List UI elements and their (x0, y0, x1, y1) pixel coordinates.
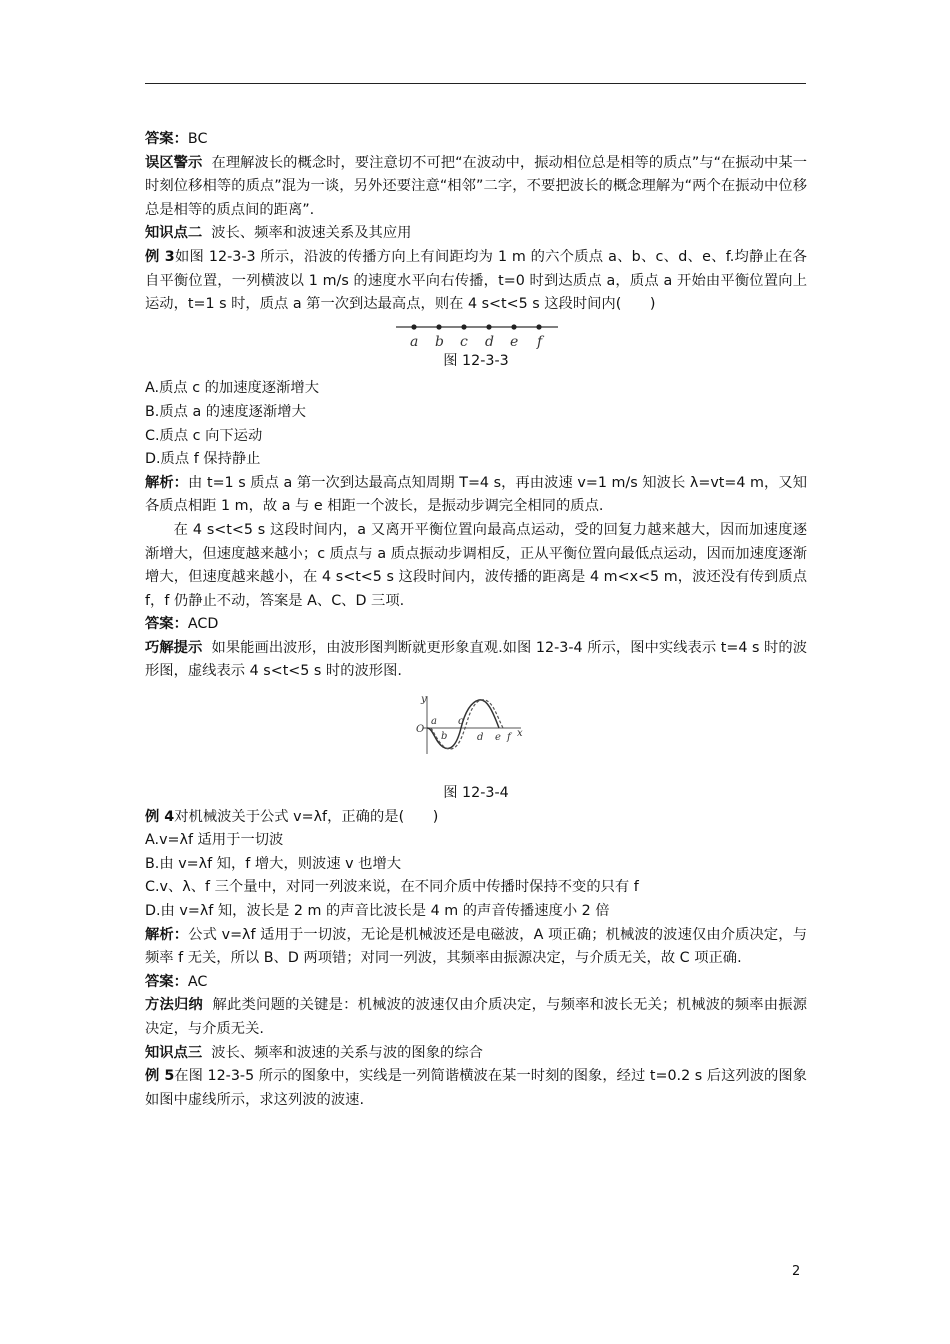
origin-label: O (416, 724, 425, 736)
method-summary: 方法归纳 解此类问题的关键是：机械波的波速仅由介质决定，与频率和波长无关；机械波的频率由振源决定，与介质无关. (145, 997, 808, 1037)
ex4-option-d: D.由 v=λf 知，波长是 2 m 的声音比波长是 4 m 的声音传播速度小 2 倍 (145, 903, 610, 920)
axis-label-y: y (421, 694, 427, 706)
axis-label-x: x (517, 728, 523, 740)
point-label-b: b (435, 333, 444, 350)
ex3-option-b: B.质点 a 的速度逐渐增大 (145, 403, 306, 420)
example-5-question: 例 5在图 12-3-5 所示的图象中，实线是一列简谐横波在某一时刻的图象，经过 t=0.2 s 后这列波的图象如图中虚线所示，求这列波的波速. (145, 1068, 807, 1108)
points-line-diagram (386, 317, 566, 350)
ex4-analysis: 解析：公式 v=λf 适用于一切波，无论是机械波还是电磁波，A 项正确；机械波的波速仅由介质决定，与频率 f 无关，所以 B、D 两项错；对同一列波，其频率由振源决定，与介质无关，故 C 项正确. (145, 926, 807, 967)
ex3-answer: 答案：ACD (145, 616, 219, 633)
figure-12-3-3 (145, 317, 807, 350)
ex3-analysis-continued: 在 4 s<t<5 s 这段时间内，a 又离开平衡位置向最高点运动，受的回复力越来越大，因而加速度逐渐增大，但速度越来越小；c 质点与 a 质点振动步调相反，正从平衡位置向最低点运动，因而加速度逐渐增大，但速度越来越小，在 4 s<t<5 s 这段时间内，波传播的距离是 4 m<x<5 m，波还没有传到质点 f，f 仍静止不动，答案是 A、C、D 三项. (145, 521, 807, 609)
point-label-a: a (410, 333, 419, 350)
ex4-option-c: C.v、λ、f 三个量中，对同一列波来说，在不同介质中传播时保持不变的只有 f (145, 879, 639, 896)
misconception-warning: 误区警示 在理解波长的概念时，要注意切不可把“在波动中，振动相位总是相等的质点”与“在振动中某一时刻位移相等的质点”混为一谈，另外还要注意“相邻”二字，不要把波长的概念理解为“两个在振动中位移总是相等的质点间的距离”. (145, 154, 808, 218)
example-4-question: 例 4对机械波关于公式 v=λf，正确的是( ) (145, 808, 439, 825)
answer-1: 答案：BC (145, 131, 208, 147)
point-e-dot (511, 324, 516, 329)
figure-12-3-4-caption: 图 12-3-4 (443, 785, 509, 802)
ex3-option-d: D.质点 f 保持静止 (145, 451, 261, 468)
point-label-f: f (537, 333, 543, 350)
point-label-d: d (485, 333, 494, 350)
figure-12-3-3-caption: 图 12-3-3 (443, 352, 509, 369)
wave-point-c: c (458, 716, 464, 728)
point-label-c: c (460, 333, 468, 350)
wave-point-f: f (507, 732, 511, 744)
knowledge-point-2: 知识点二 波长、频率和波速关系及其应用 (145, 225, 412, 242)
page-content (145, 128, 807, 1112)
example-3-question: 例 3如图 12-3-3 所示，沿波的传播方向上有间距均为 1 m 的六个质点 a、b、c、d、e、f.均静止在各自平衡位置，一列横波以 1 m/s 的速度水平向右传播，t=0 时到达质点 a，质点 a 开始由平衡位置向上运动，t=1 s 时，质点 a 第一次到达最高点，则在 4 s<t<5 s 这段时间内( ) (145, 248, 807, 313)
wave-point-d: d (477, 732, 484, 744)
ex3-analysis: 解析：由 t=1 s 质点 a 第一次到达最高点知周期 T=4 s，再由波速 v=1 m/s 知波长 λ=vt=4 m，又知各质点相距 1 m，故 a 与 e 相距一个波长，是振动步调完全相同的质点. (145, 474, 808, 515)
ex3-option-a: A.质点 c 的加速度逐渐增大 (145, 380, 319, 397)
page-number: 2 (792, 1264, 801, 1279)
point-a-dot (411, 324, 416, 329)
point-f-dot (536, 324, 541, 329)
figure-12-3-4 (145, 692, 807, 758)
point-label-e: e (510, 333, 519, 350)
wave-point-e: e (495, 732, 501, 744)
wave-point-b: b (441, 731, 448, 743)
solution-tip: 巧解提示 如果能画出波形，由波形图判断就更形象直观.如图 12-3-4 所示，图中实线表示 t=4 s 时的波形图，虚线表示 4 s<t<5 s 时的波形图. (145, 639, 808, 680)
ex3-option-c: C.质点 c 向下运动 (145, 427, 263, 444)
wave-graph (413, 692, 529, 758)
point-c-dot (461, 324, 466, 329)
point-b-dot (436, 324, 441, 329)
header-rule (145, 83, 806, 84)
knowledge-point-3: 知识点三 波长、频率和波速的关系与波的图象的综合 (145, 1044, 483, 1061)
ex4-option-b: B.由 v=λf 知，f 增大，则波速 v 也增大 (145, 855, 402, 872)
wave-point-a: a (431, 716, 437, 728)
ex4-option-a: A.v=λf 适用于一切波 (145, 832, 284, 849)
point-d-dot (486, 324, 491, 329)
ex4-answer: 答案：AC (145, 973, 208, 990)
